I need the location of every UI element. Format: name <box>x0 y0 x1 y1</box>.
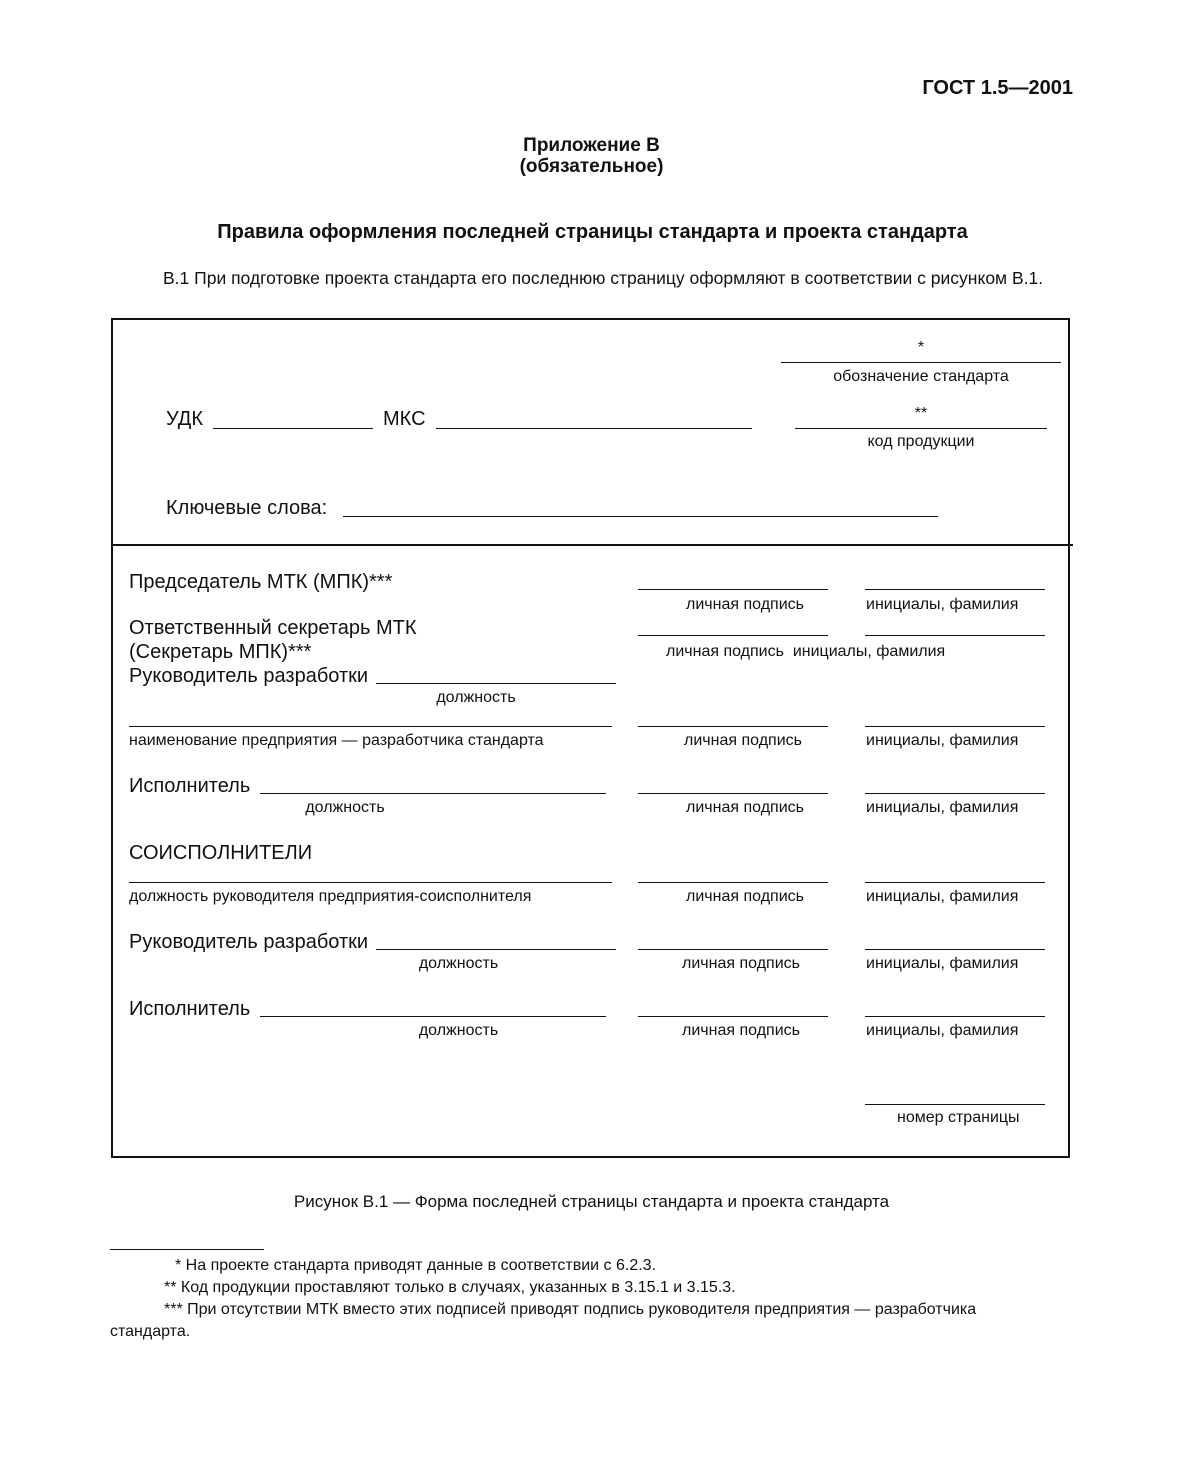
footnote-3-line1: *** При отсутствии МТК вместо этих подписей приводят подпись руководителя предприятия — разработчика <box>164 1301 977 1318</box>
coexec-executor-position-label: должность <box>418 1022 499 1039</box>
document-code: ГОСТ 1.5—2001 <box>922 77 1073 99</box>
appendix-title: Приложение В <box>523 135 660 156</box>
enterprise-line <box>129 726 612 727</box>
head-dev-position-label: должность <box>436 689 516 706</box>
form-divider <box>111 544 1073 546</box>
footnote-separator <box>110 1249 264 1250</box>
chairman-signature-line <box>638 589 828 590</box>
product-code-line <box>795 428 1047 429</box>
footnote-3-line2: стандарта. <box>110 1323 191 1340</box>
footnote-star-2: ** <box>914 405 928 422</box>
mks-line <box>436 428 752 429</box>
executor-label: Исполнитель <box>129 775 251 797</box>
coexec-head-dev-signature-label: личная подпись <box>682 955 800 972</box>
enterprise-initials-label: инициалы, фамилия <box>866 732 1019 749</box>
executor-signature-line <box>638 793 828 794</box>
intro-paragraph: В.1 При подготовке проекта стандарта его последнюю страницу оформляют в соответствии с рисунком В.1. <box>163 268 1044 288</box>
coexec-position-label: должность руководителя предприятия-соисполнителя <box>129 888 532 905</box>
coexec-executor-signature-line <box>638 1016 828 1017</box>
coexec-signature-label: личная подпись <box>686 888 804 905</box>
mks-label: МКС <box>383 408 426 430</box>
secretary-sig-initials-label: личная подпись инициалы, фамилия <box>666 643 946 660</box>
coexec-signature-line <box>638 882 828 883</box>
enterprise-signature-label: личная подпись <box>684 732 802 749</box>
coexec-head-dev-initials-label: инициалы, фамилия <box>866 955 1019 972</box>
footnote-1: * На проекте стандарта приводят данные в соответствии с 6.2.3. <box>175 1257 657 1274</box>
secretary-label-2: (Секретарь МПК)*** <box>129 641 312 663</box>
enterprise-initials-line <box>865 726 1045 727</box>
executor-position-line <box>260 793 606 794</box>
figure-caption: Рисунок В.1 — Форма последней страницы стандарта и проекта стандарта <box>293 1192 890 1211</box>
chairman-initials-label: инициалы, фамилия <box>866 596 1019 613</box>
coexec-initials-line <box>865 882 1045 883</box>
executor-initials-line <box>865 793 1045 794</box>
coexec-head-dev-position-line <box>376 949 616 950</box>
executor-initials-label: инициалы, фамилия <box>866 799 1019 816</box>
chairman-signature-label: личная подпись <box>686 596 804 613</box>
udk-line <box>213 428 373 429</box>
coexec-head-dev-signature-line <box>638 949 828 950</box>
appendix-heading: Правила оформления последней страницы стандарта и проекта стандарта <box>217 221 968 243</box>
keywords-label: Ключевые слова: <box>166 497 328 519</box>
coexec-executor-initials-label: инициалы, фамилия <box>866 1022 1019 1039</box>
udk-label: УДК <box>166 408 204 430</box>
head-dev-position-line <box>376 683 616 684</box>
footnote-2: ** Код продукции проставляют только в случаях, указанных в 3.15.1 и 3.15.3. <box>164 1279 736 1296</box>
coexec-head-dev-label: Руководитель разработки <box>129 931 369 953</box>
keywords-line <box>343 516 938 517</box>
coexec-initials-label: инициалы, фамилия <box>866 888 1019 905</box>
coexec-executor-position-line <box>260 1016 606 1017</box>
secretary-initials-line <box>865 635 1045 636</box>
executor-signature-label: личная подпись <box>686 799 804 816</box>
head-dev-label: Руководитель разработки <box>129 665 369 687</box>
designation-line <box>781 362 1061 363</box>
executor-position-label: должность <box>305 799 385 816</box>
chairman-initials-line <box>865 589 1045 590</box>
chairman-label: Председатель МТК (МПК)*** <box>129 571 393 593</box>
coexecutors-heading: СОИСПОЛНИТЕЛИ <box>129 842 313 864</box>
enterprise-signature-line <box>638 726 828 727</box>
secretary-signature-line <box>638 635 828 636</box>
enterprise-label: наименование предприятия — разработчика стандарта <box>129 732 544 749</box>
coexec-head-dev-position-label: должность <box>418 955 499 972</box>
appendix-status: (обязательное) <box>519 156 664 177</box>
coexec-executor-signature-label: личная подпись <box>682 1022 800 1039</box>
coexec-executor-initials-line <box>865 1016 1045 1017</box>
page-number-label: номер страницы <box>897 1109 1020 1126</box>
coexec-head-dev-initials-line <box>865 949 1045 950</box>
coexec-position-line <box>129 882 612 883</box>
product-code-label: код продукции <box>867 433 975 450</box>
coexec-executor-label: Исполнитель <box>129 998 251 1020</box>
page-number-line <box>865 1104 1045 1105</box>
footnote-star-1: * <box>917 339 925 356</box>
designation-label: обозначение стандарта <box>833 368 1009 385</box>
secretary-label-1: Ответственный секретарь МТК <box>129 617 417 639</box>
